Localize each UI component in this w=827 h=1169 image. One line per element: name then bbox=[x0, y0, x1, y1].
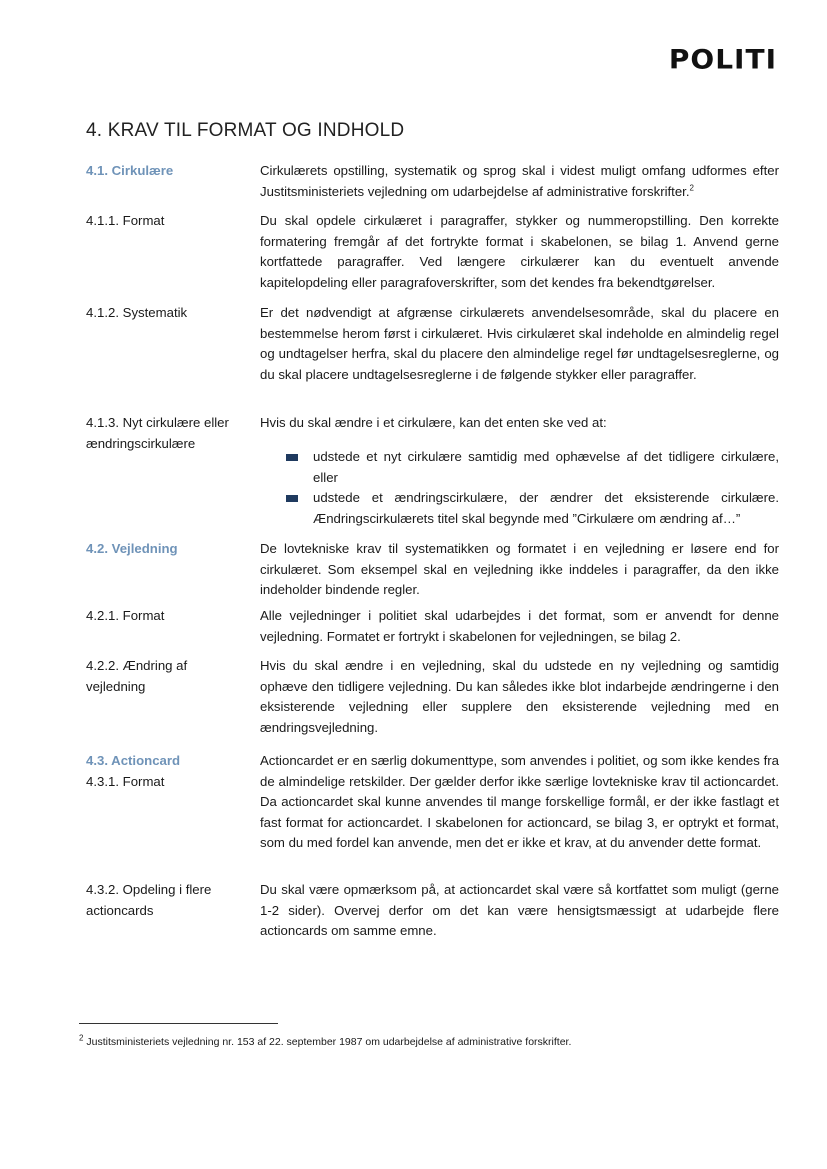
square-bullet-icon bbox=[286, 495, 298, 502]
section-body: Hvis du skal ændre i en vejledning, skal du udstede en ny vejledning og samtidig ophæve den tidligere vejledning. Du kan således ikke blot indarbejde ændringerne i den eksisterende vejledning eller supplere den eksisterende vejledning med en ændringsvejledning. bbox=[260, 658, 779, 735]
section-heading: 4.1. Cirkulære bbox=[86, 163, 174, 178]
section-body: Du skal være opmærksom på, at actioncardet skal være så kortfattet som muligt (gerne 1-2 sider). Overvej derfor om det kan være hensigtsmæssigt at udarbejde flere actioncards om samme emne. bbox=[260, 882, 779, 938]
square-bullet-icon bbox=[286, 454, 298, 461]
subsection-heading: 4.3.1. Format bbox=[86, 773, 165, 789]
footnote bbox=[79, 1035, 759, 1049]
section-body: Actioncardet er en særlig dokumenttype, som anvendes i politiet, og som ikke kendes fra de almindelige retskilder. Der gælder derfor ikke særlige lovtekniske krav til actioncardet. Da actioncardet skal kunne anvendes til mange forskellige formål, er der ikke fastlagt et fast format for actioncardet. I skabelonen for actioncard, se bilag 3, er optrykt et format, som du med fordel kan anvende, men det er ikke et krav, at du anvender dette format. bbox=[260, 753, 779, 850]
section-body: Hvis du skal ændre i et cirkulære, kan det enten ske ved at: bbox=[260, 415, 607, 430]
list-item: udstede et nyt cirkulære samtidig med ophævelse af det tidligere cirkulære, eller bbox=[286, 447, 779, 488]
footnote-number: 2 bbox=[79, 1033, 84, 1043]
footnote-divider bbox=[79, 1023, 278, 1024]
section-body: Alle vejledninger i politiet skal udarbejdes i det format, som er anvendt for denne vejledning. Formatet er fortrykt i skabelonen for vejledningen, se bilag 2. bbox=[260, 608, 779, 644]
subsection-heading: 4.2.1. Format bbox=[86, 608, 165, 623]
bullet-list bbox=[286, 447, 779, 529]
politi-logo: POLITI bbox=[668, 43, 777, 76]
subsection-heading: 4.2.2. Ændring af vejledning bbox=[86, 658, 188, 694]
list-item: udstede et ændringscirkulære, der ændrer det eksisterende cirkulære. Ændringscirkulærets titel skal begynde med ”Cirkulære om ændring af…” bbox=[286, 488, 779, 529]
subsection-heading: 4.3.2. Opdeling i flere actioncards bbox=[86, 882, 212, 918]
section-body: Er det nødvendigt at afgrænse cirkulærets anvendelsesområde, skal du placere en bestemmelse herom først i cirkulæret. Hvis cirkulæret skal indeholde en almindelig regel og undtagelser herfra, skal du placere den almindelige regel før undtagelsesreglerne, og du skal placere undtagelsesreglerne i de følgende stykker eller paragraffer. bbox=[260, 305, 779, 382]
section-body: De lovtekniske krav til systematikken og formatet i en vejledning er løsere end for cirkulæret. Som eksempel skal en vejledning ikke inddeles i paragraffer, da den ikke indeholder bindende regler. bbox=[260, 541, 779, 597]
section-body: Du skal opdele cirkulæret i paragraffer, stykker og nummeropstilling. Den korrekte formatering fremgår af det fortrykte format i skabelonen, se bilag 1. Anvend gerne kortfattede paragraffer. Ved længere cirkulærer kan du eventuelt anvende kapitelopdeling eller paragrafoverskrifter, som det kendes fra bekendtgørelser. bbox=[260, 213, 779, 290]
subsection-heading: 4.1.1. Format bbox=[86, 213, 165, 228]
section-heading: 4.2. Vejledning bbox=[86, 541, 178, 556]
subsection-heading: 4.1.3. Nyt cirkulære eller ændringscirkulære bbox=[86, 415, 229, 451]
section-body: Cirkulærets opstilling, systematik og sprog skal i videst muligt omfang udformes efter Justitsministeriets vejledning om udarbejdelse af administrative forskrifter.$^2$ bbox=[260, 163, 779, 199]
subsection-heading: 4.1.2. Systematik bbox=[86, 305, 188, 320]
footnote-text: Justitsministeriets vejledning nr. 153 af 22. september 1987 om udarbejdelse af administrative forskrifter. bbox=[86, 1036, 572, 1048]
footnote-ref[interactable]: 2 bbox=[689, 183, 694, 193]
page-title: 4. KRAV TIL FORMAT OG INDHOLD bbox=[86, 120, 405, 141]
section-heading: 4.3. Actioncard 4.3.1. Format bbox=[86, 751, 246, 792]
